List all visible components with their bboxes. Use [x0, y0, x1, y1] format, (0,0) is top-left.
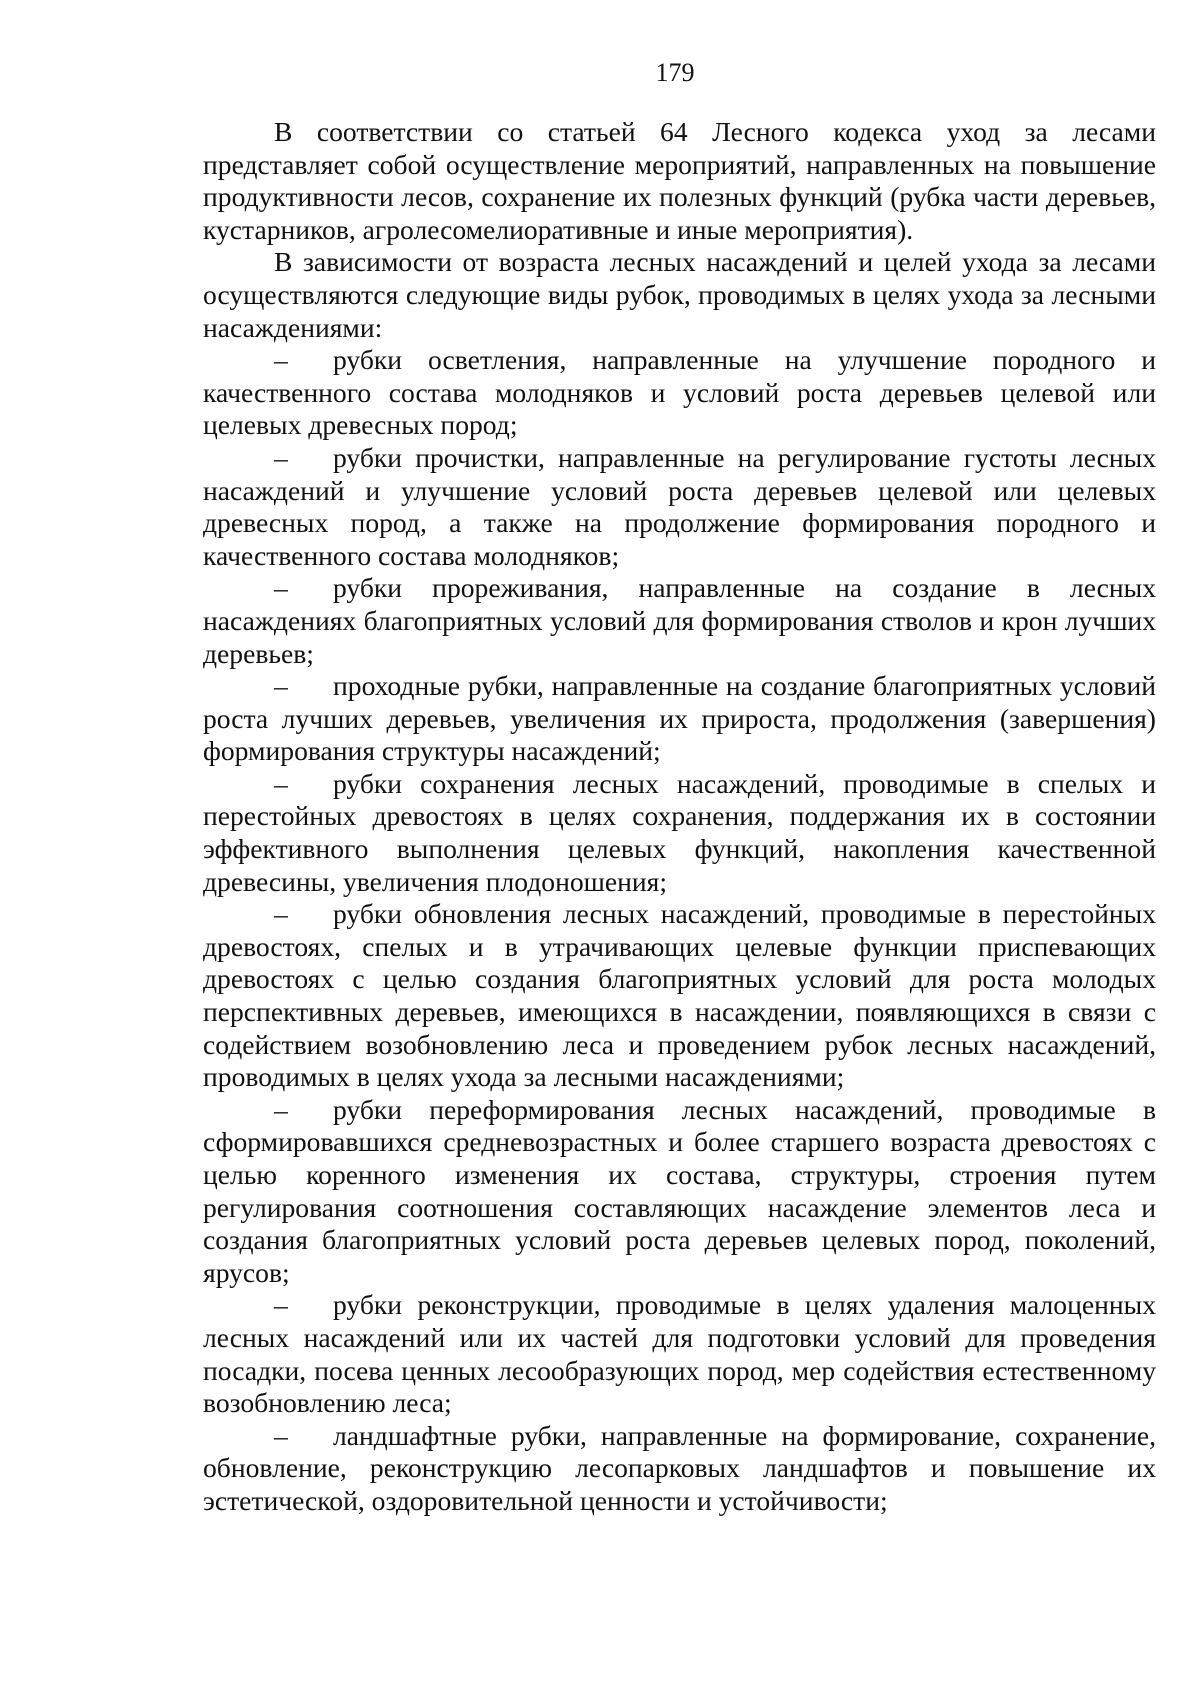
list-dash-marker: – — [274, 344, 288, 376]
list-item-text: рубки осветления, направленные на улучшение породного и качественного состава молодняков и условий роста деревьев целевой или целевых древесных пород; — [203, 344, 1156, 441]
list-item-text: рубки обновления лесных насаждений, проводимые в перестойных древостоях, спелых и в утрачивающих целевые функции приспевающих древостоях с целью создания благоприятных условий для роста молодых перспективных деревьев, имеющихся в насаждении, появляющихся в связи с содействием возобновлению леса и проведением рубок лесных насаждений, проводимых в целях ухода за лесными насаждениями; — [203, 898, 1156, 1093]
list-item-text: рубки переформирования лесных насаждений, проводимые в сформировавшихся средневозрастных и более старшего возраста древостоях с целью коренного изменения их состава, структуры, строения путем регулирования соотношения составляющих насаждение элементов леса и создания благоприятных условий роста деревьев целевых пород, поколений, ярусов; — [203, 1093, 1156, 1288]
list-item-cleaning-cuttings — [203, 442, 1156, 572]
list-dash-marker: – — [274, 1093, 288, 1125]
list-dash-marker: – — [274, 767, 288, 799]
list-item-thinning-cuttings — [203, 572, 1156, 670]
list-item-landscape-cuttings — [203, 1420, 1156, 1518]
list-item-lightening-cuttings — [203, 344, 1156, 442]
intro-paragraph: В соответствии со статьей 64 Лесного кодекса уход за лесами представляет собой осуществление мероприятий, направленных на повышение продуктивности лесов, сохранение их полезных функций (рубка части деревьев, кустарников, агролесомелиоративные и иные мероприятия). — [203, 116, 1156, 245]
list-item-text: рубки прочистки, направленные на регулирование густоты лесных насаждений и улучшение условий роста деревьев целевой или целевых древесных пород, а также на продолжение формирования породного и качественного состава молодняков; — [203, 441, 1156, 571]
list-item-reconstruction-cuttings — [203, 1289, 1156, 1419]
list-item-text: проходные рубки, направленные на создание благоприятных условий роста лучших деревьев, увеличения их прироста, продолжения (завершения) формирования структуры насаждений; — [203, 670, 1156, 767]
list-lead-paragraph: В зависимости от возраста лесных насаждений и целей ухода за лесами осуществляются следующие виды рубок, проводимых в целях ухода за лесными насаждениями: — [203, 246, 1156, 343]
list-dash-marker: – — [274, 441, 288, 473]
list-dash-marker: – — [274, 670, 288, 702]
list-dash-marker: – — [274, 1419, 288, 1451]
list-dash-marker: – — [274, 572, 288, 604]
page-number: 179 — [655, 58, 695, 87]
list-item-text: ландшафтные рубки, направленные на формирование, сохранение, обновление, реконструкцию лесопарковых ландшафтов и повышение их эстетической, оздоровительной ценности и устойчивости; — [203, 1419, 1156, 1516]
list-item-text: рубки реконструкции, проводимые в целях удаления малоценных лесных насаждений или их частей для подготовки условий для проведения посадки, посева ценных лесообразующих пород, мер содействия естественному возобновлению леса; — [203, 1289, 1156, 1419]
document-body — [203, 116, 1156, 1518]
list-item-text: рубки прореживания, направленные на создание в лесных насаждениях благоприятных условий для формирования стволов и крон лучших деревьев; — [203, 572, 1156, 669]
list-item-renewal-cuttings — [203, 898, 1156, 1094]
list-item-reformation-cuttings — [203, 1094, 1156, 1290]
list-dash-marker: – — [274, 898, 288, 930]
list-item-preservation-cuttings — [203, 768, 1156, 898]
list-dash-marker: – — [274, 1289, 288, 1321]
list-item-text: рубки сохранения лесных насаждений, проводимые в спелых и перестойных древостоях в целях сохранения, поддержания их в состоянии эффективного выполнения целевых функций, накопления качественной древесины, увеличения плодоношения; — [203, 767, 1156, 897]
list-item-passage-cuttings — [203, 670, 1156, 768]
